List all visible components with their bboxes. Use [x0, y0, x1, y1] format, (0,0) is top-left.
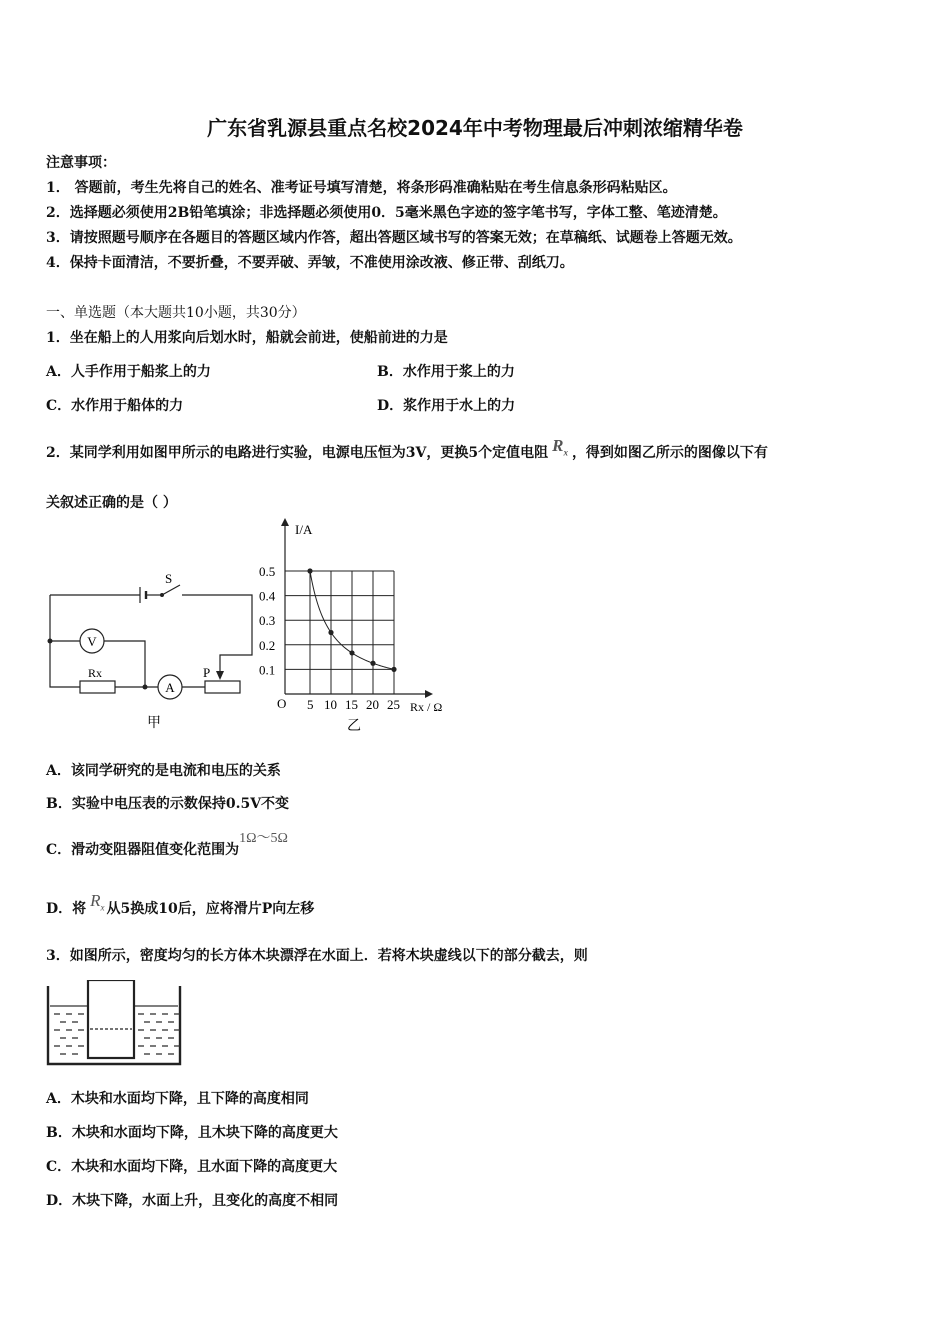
section-heading: 一、单选题（本大题共10小题，共30分） [46, 305, 306, 321]
resistor-rx [80, 681, 115, 693]
origin-label: O [277, 696, 287, 711]
q1-option-d: D．浆作用于水上的力 [377, 398, 516, 414]
x-tick-label: 20 [366, 697, 379, 712]
q1-option-c: C．水作用于船体的力 [46, 398, 184, 414]
x-axis-label: Rx / Ω [410, 700, 443, 714]
notice-item: 1． 答题前，考生先将自己的姓名、准考证号填写清楚，将条形码准确粘贴在考生信息条形码粘贴区。 [46, 180, 677, 196]
q3-option-c: C．木块和水面均下降，且水面下降的高度更大 [46, 1159, 338, 1175]
y-tick-label: 0.5 [259, 564, 276, 579]
x-tick-label: 25 [387, 697, 400, 712]
notice-item: 3．请按照题号顺序在各题目的答题区域内作答，超出答题区域书写的答案无效；在草稿纸、试题卷上答题无效。 [46, 230, 742, 246]
q2-option-a: A．该同学研究的是电流和电压的关系 [46, 763, 281, 779]
q1-option-b: B．水作用于浆上的力 [377, 364, 515, 380]
q2-option-d-text-a: D．将 [46, 901, 87, 917]
wire-top-right [182, 595, 252, 671]
floating-block-diagram [44, 980, 186, 1070]
slider-label: P [203, 665, 211, 680]
data-point [349, 650, 354, 655]
rx-symbol [90, 891, 105, 913]
graph-caption: 乙 [347, 719, 361, 734]
rx-symbol-sub: x [563, 447, 568, 458]
y-tick-label: 0.1 [259, 662, 276, 678]
rx-symbol [552, 436, 568, 458]
q2-option-c-range: 1Ω～5Ω [239, 831, 288, 846]
voltmeter-label: V [87, 634, 97, 649]
ammeter-label: A [165, 680, 175, 695]
notice-heading: 注意事项： [46, 155, 116, 171]
circuit-diagram [40, 565, 265, 735]
y-tick-label: 0.4 [259, 588, 276, 604]
y-tick-label: 0.3 [259, 613, 276, 629]
y-axis-arrow-icon [281, 518, 289, 526]
y-tick-label: 0.2 [259, 637, 276, 653]
wire-voltmeter-right [104, 641, 145, 687]
q2-option-c [46, 831, 288, 859]
rx-symbol-letter: R [90, 891, 101, 910]
ir-graph [255, 518, 465, 738]
switch-pivot [160, 593, 164, 597]
q2-option-d-text-b: 从5换成10后，应将滑片P向左移 [106, 901, 315, 917]
rheostat [205, 681, 240, 693]
q2-stem-part-b: ，得到如图乙所示的图像以下有 [571, 445, 768, 461]
wood-block [88, 980, 134, 1058]
junction-dot [143, 685, 148, 690]
data-point [370, 661, 375, 666]
q3-option-b: B．木块和水面均下降，且木块下降的高度更大 [46, 1125, 338, 1141]
resistor-label: Rx [88, 666, 103, 680]
data-point [328, 630, 333, 635]
notice-item: 4．保持卡面清洁，不要折叠，不要弄破、弄皱，不准使用涂改液、修正带、刮纸刀。 [46, 255, 574, 271]
rx-symbol-sub: x [100, 902, 105, 913]
page-title: 广东省乳源县重点名校2024年中考物理最后冲刺浓缩精华卷 [207, 116, 743, 140]
q2-option-d [46, 891, 315, 919]
notice-item: 2．选择题必须使用2B铅笔填涂；非选择题必须使用0．5毫米黑色字迹的签字笔书写，字体工整、笔迹清楚。 [46, 205, 727, 221]
data-point [391, 667, 396, 672]
q3-stem: 3．如图所示，密度均匀的长方体木块漂浮在水面上．若将木块虚线以下的部分截去，则 [46, 948, 588, 964]
q1-stem: 1．坐在船上的人用浆向后划水时，船就会前进，使船前进的力是 [46, 330, 448, 346]
slider-arrow-icon [216, 671, 224, 680]
circuit-caption: 甲 [147, 716, 161, 731]
q2-option-c-text: C．滑动变阻器阻值变化范围为 [46, 842, 240, 858]
q1-option-a: A．人手作用于船浆上的力 [46, 364, 211, 380]
q2-stem-part-a: 2．某同学利用如图甲所示的电路进行实验，电源电压恒为3V，更换5个定值电阻 [46, 445, 549, 461]
junction-dot [48, 639, 53, 644]
x-tick-label: 10 [324, 697, 337, 712]
data-point [307, 568, 312, 573]
q2-stem-line2: 关叙述正确的是（ ） [46, 495, 177, 511]
q2-option-b: B．实验中电压表的示数保持0.5V不变 [46, 796, 290, 812]
q3-option-a: A．木块和水面均下降，且下降的高度相同 [46, 1091, 309, 1107]
x-tick-label: 15 [345, 697, 358, 712]
x-axis-arrow-icon [425, 690, 433, 698]
rx-symbol-letter: R [552, 436, 564, 455]
q3-option-d: D．木块下降，水面上升，且变化的高度不相同 [46, 1193, 339, 1209]
q2-stem-line1 [46, 436, 768, 463]
x-tick-label: 5 [307, 697, 314, 712]
y-axis-label: I/A [295, 522, 313, 537]
switch-label: S [165, 571, 173, 586]
switch-blade [162, 585, 180, 595]
